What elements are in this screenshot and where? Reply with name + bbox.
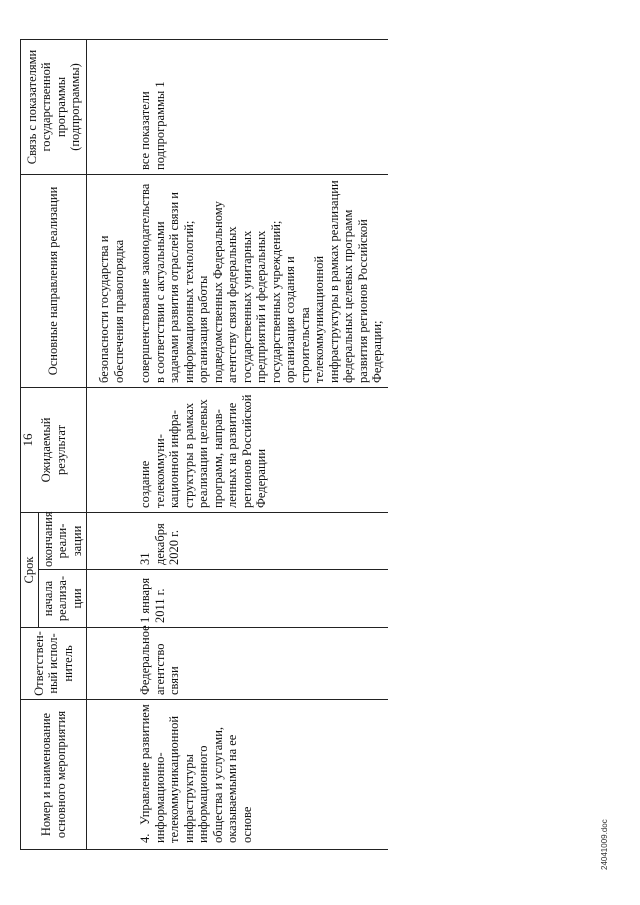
direction-item: совершенствование законодательства в соответствии с актуальными задачами развития отраслей связи и информационных технологий; bbox=[138, 183, 196, 383]
header-term-end: окончания реали-зации bbox=[38, 512, 87, 569]
header-term-start: начала реализа-ции bbox=[38, 570, 87, 628]
table-row bbox=[134, 39, 388, 849]
table-header bbox=[21, 39, 87, 849]
header-term: Срок bbox=[21, 512, 39, 627]
row-number: 4. bbox=[138, 833, 152, 843]
cell-term-start bbox=[87, 570, 135, 628]
document-filename: 24041009.doc bbox=[600, 819, 609, 870]
cell-term-end: 31 декабря 2020 г. bbox=[134, 512, 388, 569]
cell-measure bbox=[134, 700, 388, 850]
measure-title: Управление развитием информационно-телекоммуникационной инфраструктуры информационного общества и услугами, оказываемыми на ее основе bbox=[138, 704, 254, 843]
header-row bbox=[21, 39, 39, 849]
page-number: 16 bbox=[20, 433, 35, 447]
program-table bbox=[20, 39, 388, 850]
cell-expected-result: создание телекоммуни-кационной инфра-структуры в рамках реализации целевых программ, направ-ленных на развитие регионов Российской Федерации bbox=[134, 387, 388, 512]
header-link: Связь с показателями государственной программы (подпрограммы) bbox=[21, 39, 87, 174]
header-directions: Основные направления реализации bbox=[21, 174, 87, 387]
cell-directions bbox=[134, 174, 388, 387]
table-body bbox=[87, 39, 388, 849]
direction-item: организация работы подведомственных Федеральному агентству связи федеральных государственных унитарных предприятий и федеральных государственных учреждений; bbox=[196, 201, 283, 383]
header-measure: Номер и наименование основного мероприятия bbox=[21, 700, 87, 850]
cell-link: все показатели подпрограммы 1 bbox=[134, 39, 388, 174]
direction-item: организация создания и строительства телекоммуникационной инфраструктуры в рамках реализации федеральных целевых программ развития регионов Российской Федерации; bbox=[283, 180, 384, 383]
header-expected-result: Ожидаемый результат bbox=[21, 387, 87, 512]
cell-link bbox=[87, 39, 135, 174]
cell-term-start: 1 января 2011 г. bbox=[134, 570, 388, 628]
cell-expected-result bbox=[87, 387, 135, 512]
cell-executor bbox=[87, 628, 135, 700]
table-row bbox=[87, 39, 135, 849]
cell-executor: Федеральное агентство связи bbox=[134, 628, 388, 700]
cell-term-end bbox=[87, 512, 135, 569]
cell-directions-continued: безопасности государства и обеспечения правопорядка bbox=[87, 174, 135, 387]
header-executor: Ответствен-ный испол-нитель bbox=[21, 628, 87, 700]
cell-measure bbox=[87, 700, 135, 850]
